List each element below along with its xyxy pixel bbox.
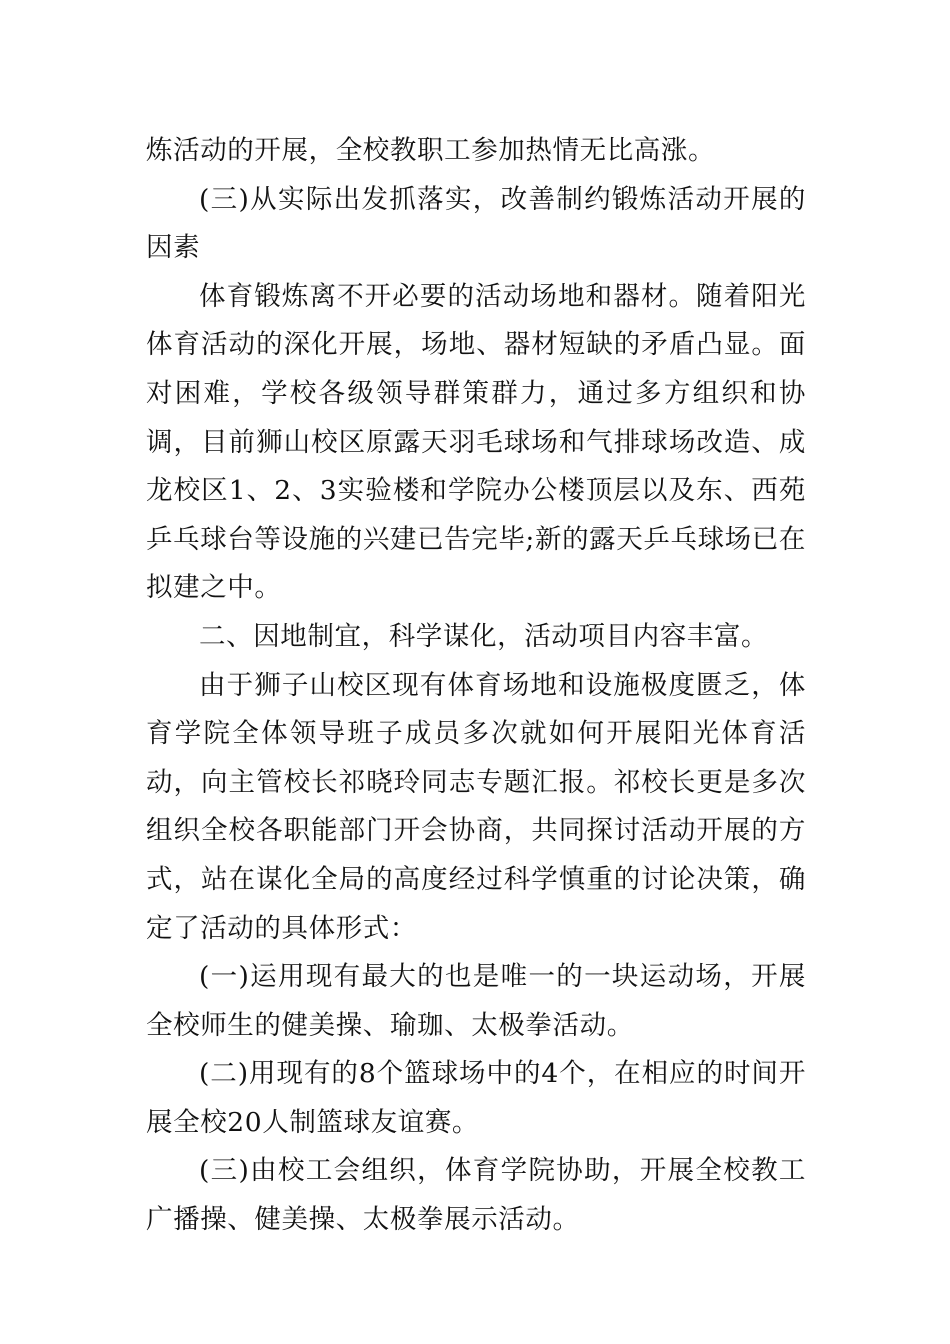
paragraph-facilities: 体育锻炼离不开必要的活动场地和器材。随着阳光体育活动的深化开展，场地、器材短缺的矛盾凸显。面对困难，学校各级领导群策群力，通过多方组织和协调，目前狮山校区原露天羽毛球场和气排球场改造、成龙校区1、2、3实验楼和学院办公楼顶层以及东、西苑乒乓球台等设施的兴建已告完毕;新的露天乒乓球场已在拟建之中。: [146, 280, 806, 604]
document-body: [146, 127, 806, 1245]
paragraph-section-heading-2: 二、因地制宜，科学谋化，活动项目内容丰富。: [199, 620, 769, 652]
paragraph-item-3: (三)由校工会组织，体育学院协助，开展全校教工广播操、健美操、太极拳展示活动。: [146, 1155, 806, 1236]
paragraph-section-heading-3: (三)从实际出发抓落实，改善制约锻炼活动开展的因素: [146, 183, 806, 264]
paragraph-planning: 由于狮子山校区现有体育场地和设施极度匮乏，体育学院全体领导班子成员多次就如何开展阳光体育活动，向主管校长祁晓玲同志专题汇报。祁校长更是多次组织全校各职能部门开会协商，共同探讨活动开展的方式，站在谋化全局的高度经过科学慎重的讨论决策，确定了活动的具体形式：: [146, 669, 806, 944]
paragraph-item-1: (一)运用现有最大的也是唯一的一块运动场，开展全校师生的健美操、瑜珈、太极拳活动。: [146, 961, 806, 1041]
paragraph-item-2: (二)用现有的8个篮球场中的4个，在相应的时间开展全校20人制篮球友谊赛。: [146, 1058, 806, 1138]
paragraph-continuation: 炼活动的开展，全校教职工参加热情无比高涨。: [146, 135, 716, 166]
